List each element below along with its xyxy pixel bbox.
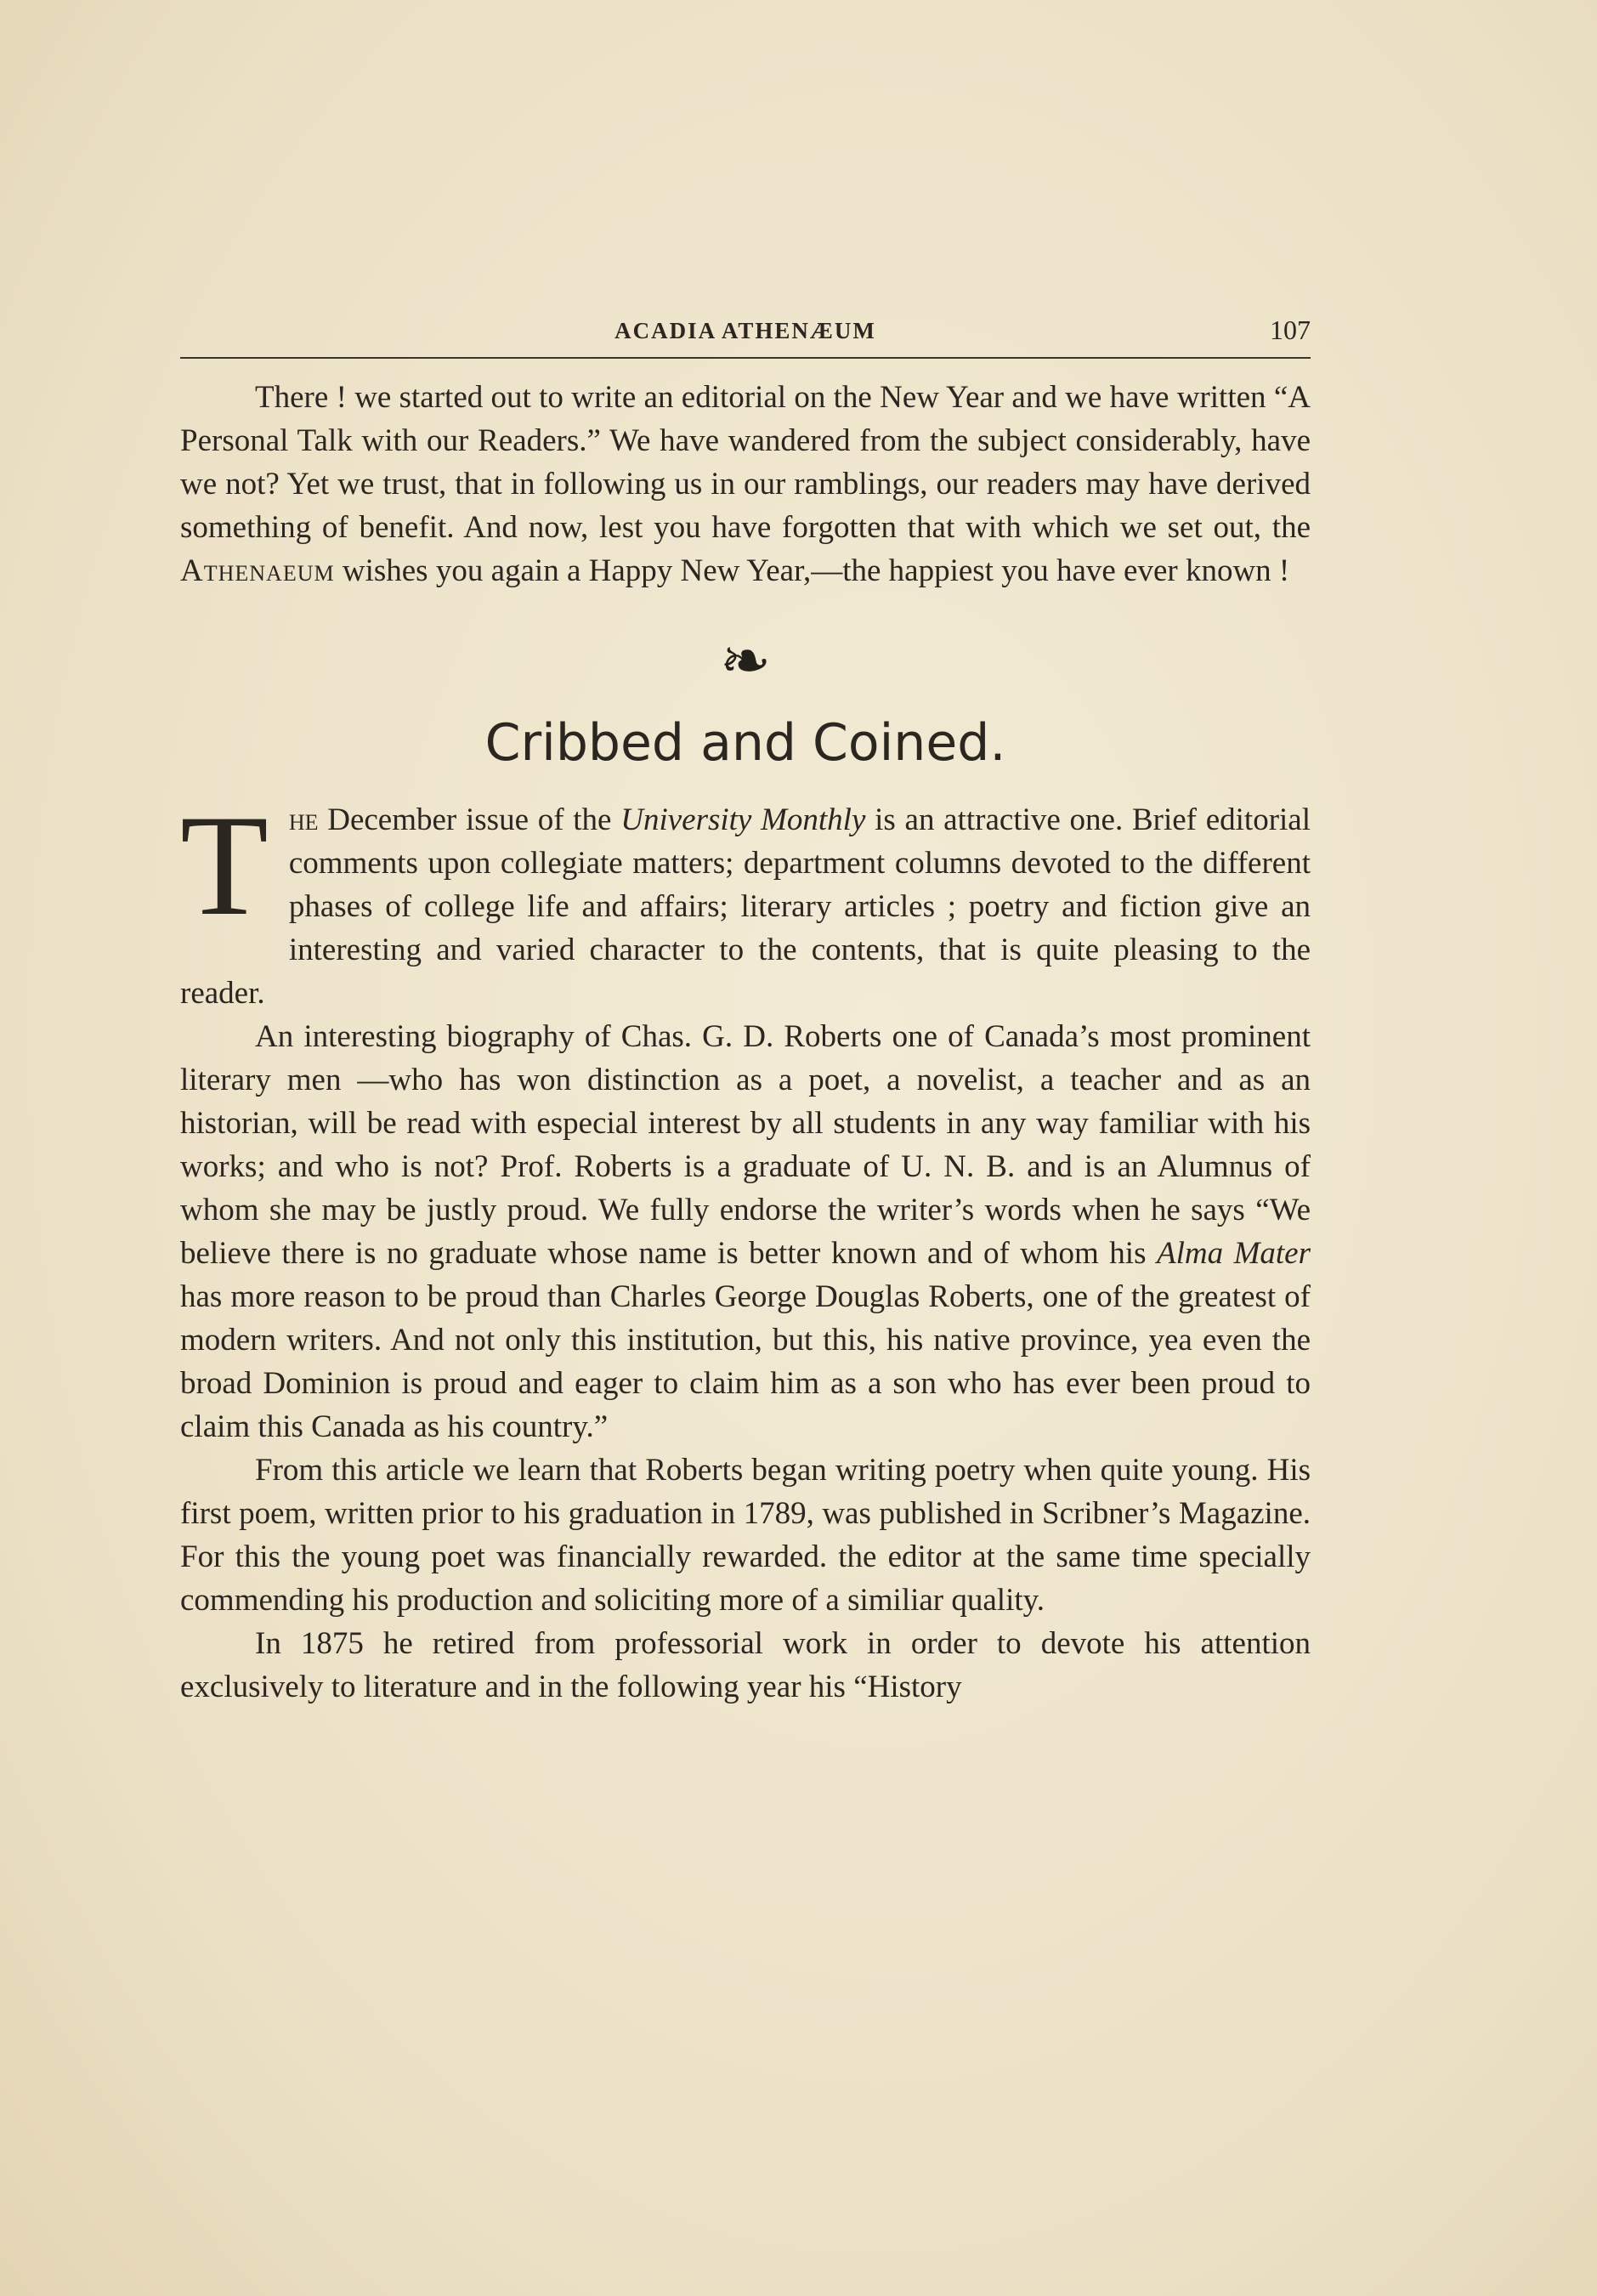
paragraph-2-text-a: An interesting biography of Chas. G. D. Roberts one of Canada’s most prominent literary men —who has won distinction as a poet, a novelist, a teacher and as an historian, will be read with especial interest by all students in any way familiar with his works; and who is not? Prof. Roberts is a graduate of U. N. B. and is an Alumnus of whom she may be justly proud. We fully endorse the writer’s words when he says “We believe there is no graduate whose name is better known and of whom his bbox=[180, 1019, 1311, 1271]
section-paragraph-3: From this article we learn that Roberts began writing poetry when quite young. His first poem, written prior to his graduation in 1789, was published in Scribner’s Magazine. For this the young poet was financially rewarded. the editor at the same time specially commending his production and soliciting more of a similiar quality. bbox=[180, 1453, 1311, 1618]
paragraph-2-text-b: has more reason to be proud than Charles George Douglas Roberts, one of the greatest of modern writers. And not only this institution, but this, his native province, yea even the broad Dominion is proud and eager to claim him as a son who has ever been proud to claim this Canada as his country.” bbox=[180, 1279, 1311, 1444]
editorial-text-2: wishes you again a Happy New Year,—the happiest you have ever known ! bbox=[334, 553, 1290, 588]
editorial-paragraph bbox=[180, 376, 1311, 592]
publication-name: Athenaeum bbox=[180, 553, 335, 588]
paragraph-1-text-a: December issue of the bbox=[318, 802, 621, 837]
editorial-text-1: There ! we started out to write an editorial on the New Year and we have written “A Personal Talk with our Readers.” We have wandered from the subject considerably, have we not? Yet we trust, that in following us in our ramblings, our readers may have derived something of benefit. And now, lest you have forgotten that with which we set out, the bbox=[180, 380, 1311, 545]
journal-page bbox=[180, 315, 1311, 1709]
magazine-title: University Monthly bbox=[620, 802, 866, 837]
page-number: 107 bbox=[1270, 315, 1311, 345]
section-heading: Cribbed and Coined. bbox=[484, 713, 1006, 773]
paragraph-1-text-b: is an attractive one. Brief editorial comments upon collegiate matters; department columns devoted to the different phases of college life and affairs; literary articles ; poetry and fiction give an interesting and varied character to the contents, that is quite pleasing to the reader. bbox=[180, 802, 1311, 1011]
section-paragraph-2 bbox=[180, 1015, 1311, 1448]
running-header bbox=[180, 315, 1311, 359]
section-paragraph-4: In 1875 he retired from professorial work in order to devote his attention exclusively to literature and in the following year his “History bbox=[180, 1626, 1311, 1704]
fleuron-ornament-icon: ❧ bbox=[719, 625, 772, 696]
lead-in-word: he bbox=[288, 802, 319, 837]
journal-title: ACADIA ATHENÆUM bbox=[614, 318, 876, 343]
alma-mater-italic: Alma Mater bbox=[1156, 1236, 1311, 1271]
drop-cap-letter: T bbox=[180, 785, 269, 945]
section-paragraph-1 bbox=[180, 785, 1311, 1015]
